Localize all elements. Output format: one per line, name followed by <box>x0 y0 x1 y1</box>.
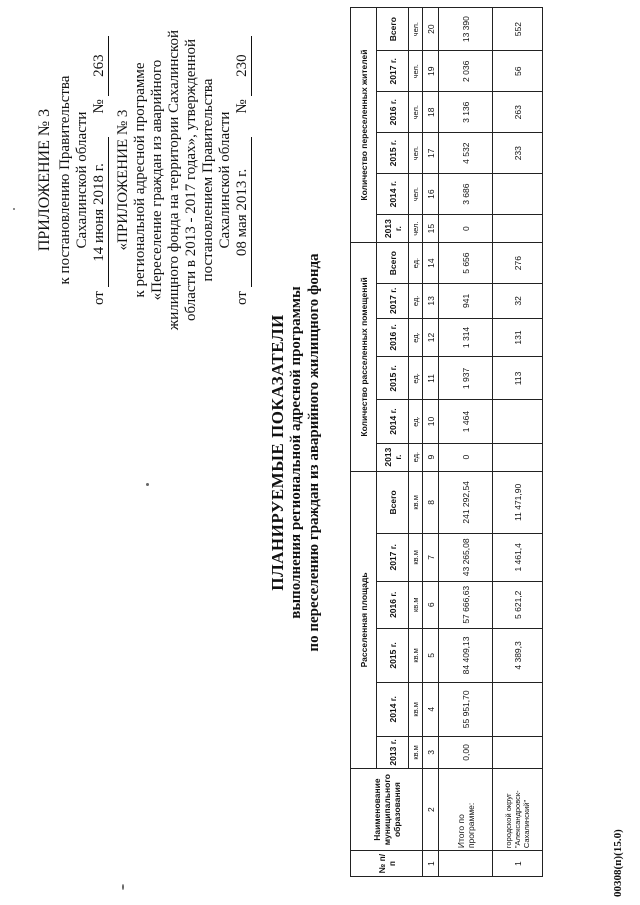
number-label: № <box>234 99 250 114</box>
people-value: 263 <box>493 92 543 133</box>
appendix-date-row <box>91 15 109 305</box>
people-value: 0 <box>439 215 493 243</box>
column-number: 7 <box>423 534 439 581</box>
area-value: 241 292,54 <box>439 471 493 534</box>
rooms-value: 5 656 <box>439 243 493 284</box>
indicators-table <box>350 7 543 877</box>
appendix-number: 263 <box>91 36 109 96</box>
year-header: 2014 г. <box>377 682 409 736</box>
people-value: 13 390 <box>439 8 493 51</box>
unit-cell: ед. <box>409 357 423 400</box>
area-value: 43 265,08 <box>439 534 493 581</box>
column-number: 13 <box>423 284 439 318</box>
year-header: 2017 г. <box>377 51 409 92</box>
unit-cell: чел. <box>409 8 423 51</box>
year-header: 2015 г. <box>377 628 409 682</box>
row-name: Итого по программе: <box>439 769 493 851</box>
prev-appendix-date-row <box>234 15 252 305</box>
column-number: 10 <box>423 400 439 443</box>
document-code: 00308(п)(15.0) <box>612 829 624 897</box>
appendix-line: к постановлению Правительства <box>57 75 73 285</box>
from-label: от <box>91 291 107 305</box>
from-label: от <box>234 291 250 305</box>
column-number: 3 <box>423 736 439 768</box>
prev-appendix-line: к региональной адресной программе <box>132 62 148 298</box>
area-value: 84 409,13 <box>439 628 493 682</box>
unit-cell: ед. <box>409 318 423 357</box>
column-number: 17 <box>423 133 439 174</box>
prev-appendix-number: 230 <box>234 36 252 96</box>
header-name: Наименование муниципального образования <box>351 769 423 851</box>
people-value <box>493 215 543 243</box>
rooms-value: 0 <box>439 443 493 471</box>
column-number: 16 <box>423 174 439 215</box>
year-header: 2016 г. <box>377 92 409 133</box>
column-number: 1 <box>423 851 439 877</box>
area-value: 1 461,4 <box>493 534 543 581</box>
year-header: Всего <box>377 243 409 284</box>
rooms-value: 1 937 <box>439 357 493 400</box>
heading-subtitle: по переселению граждан из аварийного жилищного фонда <box>306 253 322 652</box>
year-header: 2017 г. <box>377 534 409 581</box>
column-number: 15 <box>423 215 439 243</box>
rooms-value <box>493 400 543 443</box>
column-number: 6 <box>423 581 439 628</box>
year-header: 2014 г. <box>377 400 409 443</box>
unit-cell: кв.м <box>409 682 423 736</box>
appendix-title: ПРИЛОЖЕНИЕ № 3 <box>36 108 53 252</box>
rooms-value: 941 <box>439 284 493 318</box>
column-number: 11 <box>423 357 439 400</box>
unit-cell: чел. <box>409 133 423 174</box>
area-value: 5 621,2 <box>493 581 543 628</box>
heading-subtitle: выполнения региональной адресной программы <box>288 286 304 619</box>
year-header: 2013 г. <box>377 443 409 471</box>
year-header: Всего <box>377 8 409 51</box>
appendix-date: 14 июня 2018 г. <box>91 137 109 287</box>
unit-cell: кв.м <box>409 534 423 581</box>
unit-cell: чел. <box>409 92 423 133</box>
area-value <box>493 736 543 768</box>
column-number: 20 <box>423 8 439 51</box>
people-value: 3 136 <box>439 92 493 133</box>
year-header: 2017 г. <box>377 284 409 318</box>
column-number: 14 <box>423 243 439 284</box>
area-value: 11 471,90 <box>493 471 543 534</box>
prev-appendix-line: Сахалинской области <box>217 111 233 249</box>
unit-cell: кв.м <box>409 736 423 768</box>
unit-cell: ед. <box>409 243 423 284</box>
row-number <box>439 851 493 877</box>
people-value: 2 036 <box>439 51 493 92</box>
prev-appendix-title: «ПРИЛОЖЕНИЕ № 3 <box>115 109 131 251</box>
people-value: 3 686 <box>439 174 493 215</box>
number-label: № <box>91 99 107 114</box>
appendix-header <box>36 15 252 345</box>
row-name: городской округ "Александровск-Сахалинский" <box>493 769 543 851</box>
unit-cell: кв.м <box>409 628 423 682</box>
area-value <box>493 682 543 736</box>
rooms-value: 32 <box>493 284 543 318</box>
area-value: 57 666,63 <box>439 581 493 628</box>
unit-cell: чел. <box>409 174 423 215</box>
rooms-value: 131 <box>493 318 543 357</box>
people-value: 56 <box>493 51 543 92</box>
prev-appendix-line: «Переселение граждан из аварийного <box>149 59 165 301</box>
year-header: 2016 г. <box>377 581 409 628</box>
column-number: 19 <box>423 51 439 92</box>
unit-cell: кв.м <box>409 471 423 534</box>
rooms-value: 113 <box>493 357 543 400</box>
area-value: 4 389,3 <box>493 628 543 682</box>
year-header: 2014 г. <box>377 174 409 215</box>
header-rooms: Количество расселенных помещений <box>351 243 377 471</box>
prev-appendix-date: 08 мая 2013 г. <box>234 137 252 287</box>
people-value <box>493 174 543 215</box>
unit-cell: чел. <box>409 215 423 243</box>
year-header: Всего <box>377 471 409 534</box>
appendix-line: Сахалинской области <box>74 111 90 249</box>
column-number: 4 <box>423 682 439 736</box>
table-row <box>439 8 493 877</box>
prev-appendix-line: постановлением Правительства <box>200 78 216 282</box>
people-value: 552 <box>493 8 543 51</box>
year-header: 2013 г. <box>377 736 409 768</box>
year-header: 2013 г. <box>377 215 409 243</box>
rooms-value: 1 314 <box>439 318 493 357</box>
column-number: 9 <box>423 443 439 471</box>
year-header: 2015 г. <box>377 133 409 174</box>
unit-cell: ед. <box>409 400 423 443</box>
rooms-value: 276 <box>493 243 543 284</box>
column-number: 18 <box>423 92 439 133</box>
column-number: 5 <box>423 628 439 682</box>
year-header: 2015 г. <box>377 357 409 400</box>
area-value: 55 951,70 <box>439 682 493 736</box>
rooms-value <box>493 443 543 471</box>
column-number: 12 <box>423 318 439 357</box>
header-number: № п/п <box>351 851 423 877</box>
people-value: 233 <box>493 133 543 174</box>
year-header: 2016 г. <box>377 318 409 357</box>
unit-cell: чел. <box>409 51 423 92</box>
header-area: Расселенная площадь <box>351 471 377 768</box>
unit-cell: ед. <box>409 284 423 318</box>
people-value: 4 532 <box>439 133 493 174</box>
unit-cell: ед. <box>409 443 423 471</box>
prev-appendix-line: области в 2013 - 2017 годах», утвержденной <box>183 38 199 322</box>
row-number: 1 <box>493 851 543 877</box>
table-row <box>493 8 543 877</box>
prev-appendix-line: жилищного фонда на территории Сахалинской <box>166 29 182 331</box>
column-number: 2 <box>423 769 439 851</box>
column-number-row <box>423 8 439 877</box>
column-number: 8 <box>423 471 439 534</box>
header-people: Количество переселенных жителей <box>351 8 377 243</box>
heading-title: ПЛАНИРУЕМЫЕ ПОКАЗАТЕЛИ <box>268 314 287 591</box>
area-value: 0,00 <box>439 736 493 768</box>
unit-cell: кв.м <box>409 581 423 628</box>
rooms-value: 1 464 <box>439 400 493 443</box>
